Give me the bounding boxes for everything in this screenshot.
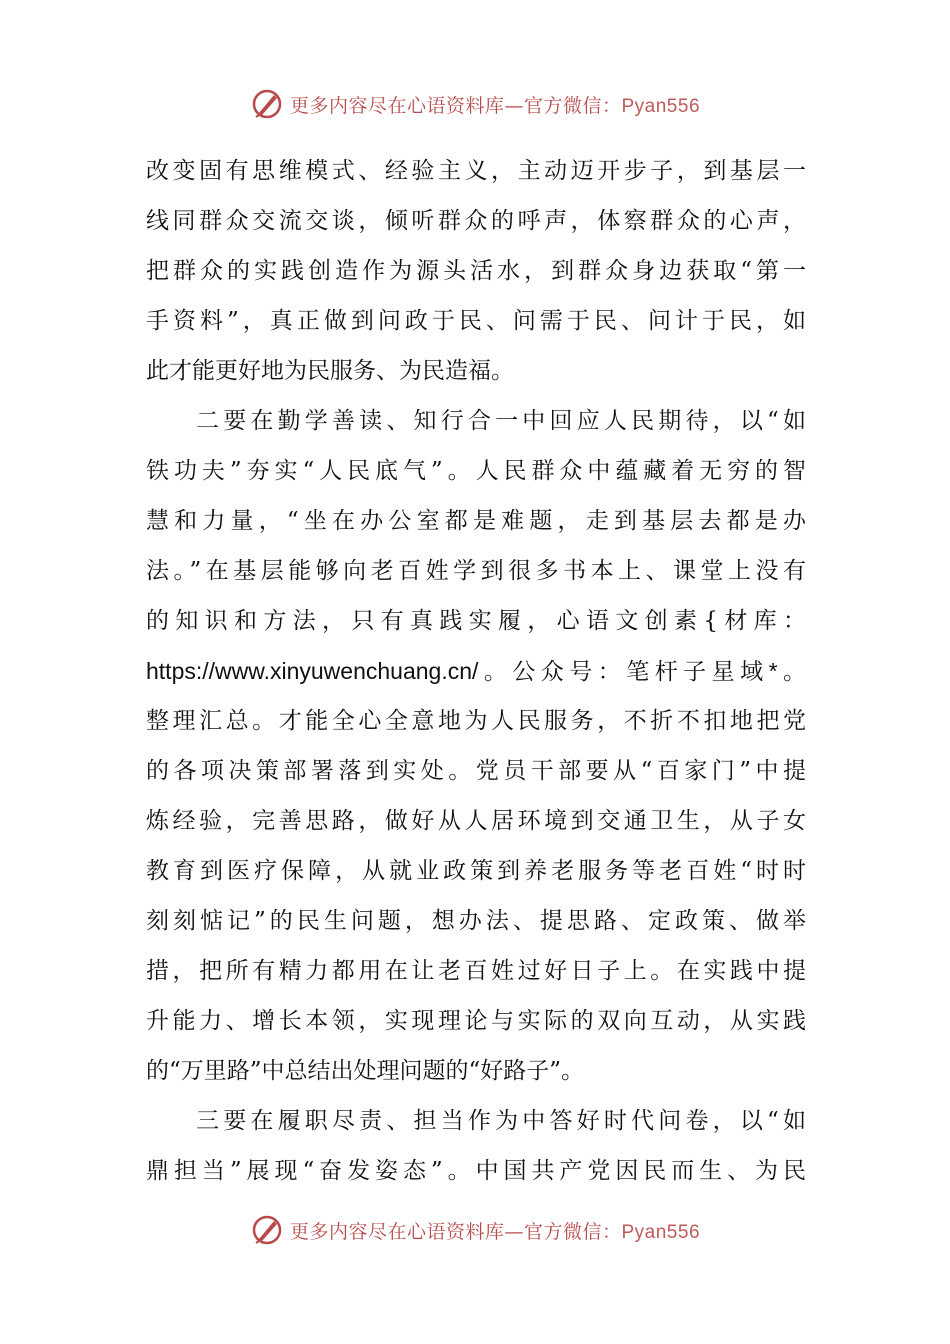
text-line: 教育到医疗保障，从就业政策到养老服务等老百姓“时时 — [146, 858, 806, 884]
text-line: 炼经验，完善思路，做好从人居环境到交通卫生，从子女 — [146, 808, 806, 834]
text-line: 铁功夫”夯实“人民底气”。人民群众中蕴藏着无穷的智 — [146, 458, 806, 484]
pen-circle-logo-icon — [250, 1213, 284, 1247]
watermark-wechat-id: Pyan556 — [621, 95, 701, 117]
watermark-separator: — — [504, 1220, 524, 1243]
pen-circle-logo-icon — [250, 87, 284, 121]
text-line: 鼎担当”展现“奋发姿态”。中国共产党因民而生、为民 — [146, 1158, 806, 1184]
text-line: 二要在勤学善读、知行合一中回应人民期待，以“如 — [196, 408, 806, 434]
text-line-url: https://www.xinyuwenchuang.cn/。公众号：笔杆子星域*。 — [146, 658, 806, 684]
watermark-wechat-id: Pyan556 — [621, 1221, 701, 1243]
text-line: 手资料”，真正做到问政于民、问需于民、问计于民，如 — [146, 308, 806, 334]
footer-watermark — [0, 1210, 950, 1250]
text-line: 的“万里路”中总结出处理问题的“好路子”。 — [146, 1058, 585, 1084]
text-line: 法。”在基层能够向老百姓学到很多书本上、课堂上没有 — [146, 558, 806, 584]
text-line: 升能力、增长本领，实现理论与实际的双向互动，从实践 — [146, 1008, 806, 1034]
watermark-site-text: 更多内容尽在心语资料库 — [289, 1220, 505, 1243]
watermark-label: 官方微信： — [523, 1220, 622, 1243]
text-line: 的各项决策部署落到实处。党员干部要从“百家门”中提 — [146, 758, 806, 784]
text-line: 把群众的实践创造作为源头活水，到群众身边获取“第一 — [146, 258, 806, 284]
watermark-text — [290, 91, 700, 118]
document-body — [146, 146, 806, 1196]
text-line: 整理汇总。才能全心全意地为人民服务，不折不扣地把党 — [146, 708, 806, 734]
header-watermark — [0, 84, 950, 124]
watermark-site-text: 更多内容尽在心语资料库 — [289, 94, 505, 117]
text-line: 的知识和方法，只有真践实履，心语文创素{材库： — [146, 608, 806, 634]
text-line: 慧和力量，“坐在办公室都是难题，走到基层去都是办 — [146, 508, 806, 534]
text-line: 措，把所有精力都用在让老百姓过好日子上。在实践中提 — [146, 958, 806, 984]
text-line: 刻刻惦记”的民生问题，想办法、提思路、定政策、做举 — [146, 908, 806, 934]
watermark-separator: — — [504, 94, 524, 117]
text-line: 改变固有思维模式、经验主义，主动迈开步子，到基层一 — [146, 158, 806, 184]
watermark-text — [290, 1217, 700, 1244]
text-line: 线同群众交流交谈，倾听群众的呼声，体察群众的心声， — [146, 208, 806, 234]
text-line: 三要在履职尽责、担当作为中答好时代问卷，以“如 — [196, 1108, 806, 1134]
text-line: 此才能更好地为民服务、为民造福。 — [146, 358, 514, 384]
watermark-label: 官方微信： — [523, 94, 622, 117]
